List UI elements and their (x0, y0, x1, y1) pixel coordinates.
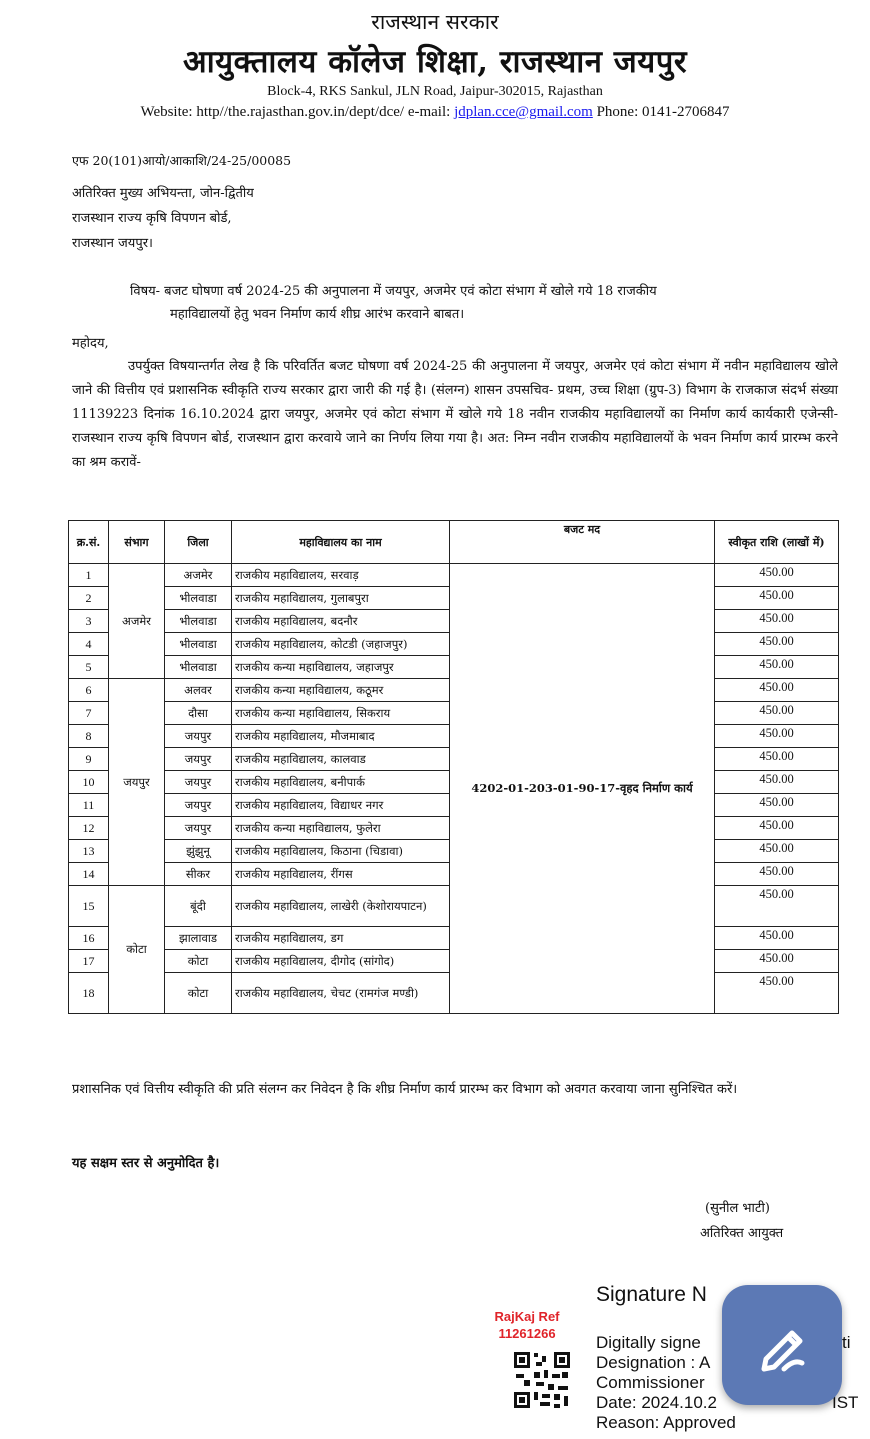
cell-district: सीकर (165, 863, 232, 886)
cell-sn: 18 (69, 973, 109, 1014)
cell-college: राजकीय कन्या महाविद्यालय, कठूमर (232, 679, 450, 702)
approval-note: यह सक्षम स्तर से अनुमोदित है। (72, 1156, 220, 1171)
signature-signed-by: Digitally signe (596, 1333, 701, 1352)
cell-sn: 14 (69, 863, 109, 886)
cell-amount: 450.00 (715, 656, 839, 679)
header-budget-head: बजट मद (450, 521, 715, 564)
cell-college: राजकीय महाविद्यालय, दीगोद (सांगोद) (232, 950, 450, 973)
cell-college: राजकीय महाविद्यालय, कालवाड (232, 748, 450, 771)
cell-amount: 450.00 (715, 886, 839, 927)
cell-amount: 450.00 (715, 702, 839, 725)
cell-sn: 4 (69, 633, 109, 656)
cell-district: जयपुर (165, 748, 232, 771)
cell-sn: 6 (69, 679, 109, 702)
cell-college: राजकीय महाविद्यालय, मौजमाबाद (232, 725, 450, 748)
cell-sn: 3 (69, 610, 109, 633)
office-title: आयुक्तालय कॉलेज शिक्षा, राजस्थान जयपुर (182, 44, 688, 80)
signature-designation-2: Commissioner (596, 1373, 705, 1392)
cell-district: दौसा (165, 702, 232, 725)
rajkaj-ref-label: RajKaj Ref (494, 1309, 560, 1324)
cell-college: राजकीय महाविद्यालय, सरवाड़ (232, 564, 450, 587)
cell-district: भीलवाडा (165, 587, 232, 610)
header-district: जिला (165, 521, 232, 564)
cell-district: जयपुर (165, 794, 232, 817)
phone-text: Phone: 0141-2706847 (592, 104, 730, 120)
cell-amount: 450.00 (715, 840, 839, 863)
cell-district: जयपुर (165, 725, 232, 748)
cell-amount: 450.00 (715, 610, 839, 633)
cell-district: बूंदी (165, 886, 232, 927)
cell-district: भीलवाडा (165, 610, 232, 633)
header-sn: क्र.सं. (69, 521, 109, 564)
cell-amount: 450.00 (715, 771, 839, 794)
office-address: Block-4, RKS Sankul, JLN Road, Jaipur-302015, Rajasthan (267, 84, 603, 99)
subject-line-2: महाविद्यालयों हेतु भवन निर्माण कार्य शीघ्र आरंभ करवाने बाबत। (170, 307, 465, 322)
signature-signed-by-tail: ti (842, 1333, 851, 1352)
cell-sn: 7 (69, 702, 109, 725)
cell-amount: 450.00 (715, 748, 839, 771)
cell-college: राजकीय महाविद्यालय, चेचट (रामगंज मण्डी) (232, 973, 450, 1014)
cell-amount: 450.00 (715, 587, 839, 610)
salutation: महोदय, (72, 336, 109, 351)
cell-sn: 2 (69, 587, 109, 610)
body-paragraph-1: उपर्युक्त विषयान्तर्गत लेख है कि परिवर्तित बजट घोषणा वर्ष 2024-25 की अनुपालना में जयपुर, अजमेर एवं कोटा संभाग में नवीन महाविद्यालय खोले जाने की वित्तीय एवं प्रशासनिक स्वीकृति राज्य सरकार द्वारा जारी की गई है। (संलग्न) शासन उपसचिव- प्रथम, उच्च शिक्षा (ग्रुप-3) विभाग के राजकाज संदर्भ संख्या 11139223 दिनांक 16.10.2024 द्वारा जयपुर, अजमेर एवं कोटा संभाग में खोले गये 18 नवीन राजकीय महाविद्यालयों का निर्माण कार्य कार्यकारी एजेन्सी- राजस्थान राज्य कृषि विपणन बोर्ड, राजस्थान द्वारा करवाये जाने का निर्णय लिया गया है। अत: निम्न नवीन राजकीय महाविद्यालयों के भवन निर्माण कार्य प्रारम्भ करने का श्रम करावें- (72, 359, 838, 470)
cell-amount: 450.00 (715, 633, 839, 656)
addressee-line-1: अतिरिक्त मुख्य अभियन्ता, जोन-द्वितीय (72, 186, 254, 201)
cell-college: राजकीय महाविद्यालय, बदनौर (232, 610, 450, 633)
division-ajmer: अजमेर (109, 564, 165, 679)
cell-district: भीलवाडा (165, 633, 232, 656)
cell-sn: 1 (69, 564, 109, 587)
cell-sn: 12 (69, 817, 109, 840)
cell-district: जयपुर (165, 771, 232, 794)
edit-pencil-icon (722, 1285, 842, 1405)
cell-college: राजकीय महाविद्यालय, रींगस (232, 863, 450, 886)
govt-name: राजस्थान सरकार (371, 10, 499, 34)
cell-sn: 10 (69, 771, 109, 794)
cell-college: राजकीय महाविद्यालय, लाखेरी (केशोरायपाटन) (232, 886, 450, 927)
subject-line-1: विषय- बजट घोषणा वर्ष 2024-25 की अनुपालना में जयपुर, अजमेर एवं कोटा संभाग में खोले गये 18 राजकीय (130, 284, 657, 299)
header-amount: स्वीकृत राशि (लाखों में) (715, 521, 839, 564)
cell-sn: 16 (69, 927, 109, 950)
cell-district: अजमेर (165, 564, 232, 587)
signature-title: Signature N (596, 1283, 707, 1306)
addressee-line-2: राजस्थान राज्य कृषि विपणन बोर्ड, (72, 211, 232, 226)
cell-amount: 450.00 (715, 973, 839, 1014)
cell-district: कोटा (165, 950, 232, 973)
cell-sn: 15 (69, 886, 109, 927)
cell-college: राजकीय कन्या महाविद्यालय, सिकराय (232, 702, 450, 725)
cell-district: कोटा (165, 973, 232, 1014)
rajkaj-ref-number: 11261266 (498, 1326, 556, 1341)
signature-date-tail: IST (832, 1393, 859, 1412)
cell-district: अलवर (165, 679, 232, 702)
cell-college: राजकीय महाविद्यालय, विद्याधर नगर (232, 794, 450, 817)
cell-college: राजकीय महाविद्यालय, डग (232, 927, 450, 950)
header-division: संभाग (109, 521, 165, 564)
signature-reason: Reason: Approved (596, 1413, 736, 1432)
cell-district: भीलवाडा (165, 656, 232, 679)
cell-college: राजकीय महाविद्यालय, कोटडी (जहाजपुर) (232, 633, 450, 656)
colleges-table (68, 520, 839, 1014)
cell-college: राजकीय महाविद्यालय, बनीपार्क (232, 771, 450, 794)
cell-district: झुंझुनू (165, 840, 232, 863)
contact-line (0, 104, 870, 121)
qr-code-icon (512, 1350, 572, 1410)
cell-sn: 17 (69, 950, 109, 973)
budget-head-cell: 4202-01-203-01-90-17-वृहद निर्माण कार्य (450, 564, 715, 1014)
cell-college: राजकीय कन्या महाविद्यालय, फुलेरा (232, 817, 450, 840)
cell-amount: 450.00 (715, 817, 839, 840)
cell-amount: 450.00 (715, 863, 839, 886)
division-kota: कोटा (109, 886, 165, 1014)
addressee-line-3: राजस्थान जयपुर। (72, 236, 153, 251)
division-jaipur: जयपुर (109, 679, 165, 886)
signer-name: (सुनील भाटी) (705, 1201, 770, 1216)
cell-amount: 450.00 (715, 927, 839, 950)
signature-designation: Designation : A (596, 1353, 711, 1372)
cell-amount: 450.00 (715, 679, 839, 702)
website-text: Website: http//the.rajasthan.gov.in/dept/dce/ e-mail: (140, 104, 455, 120)
cell-sn: 9 (69, 748, 109, 771)
cell-amount: 450.00 (715, 794, 839, 817)
email-link[interactable]: jdplan.cce@gmail.com (454, 104, 593, 120)
cell-sn: 13 (69, 840, 109, 863)
cell-sn: 8 (69, 725, 109, 748)
cell-college: राजकीय महाविद्यालय, किठाना (चिडावा) (232, 840, 450, 863)
signer-title: अतिरिक्त आयुक्त (700, 1226, 784, 1241)
cell-sn: 5 (69, 656, 109, 679)
header-college: महाविद्यालय का नाम (232, 521, 450, 564)
reference-number: एफ 20(101)आयो/आकाशि/24-25/00085 (72, 153, 292, 168)
cell-sn: 11 (69, 794, 109, 817)
body-paragraph-2: प्रशासनिक एवं वित्तीय स्वीकृति की प्रति संलग्न कर निवेदन है कि शीघ्र निर्माण कार्य प्रारम्भ कर विभाग को अवगत करवाया जाना सुनिश्चित करें। (72, 1082, 738, 1097)
cell-amount: 450.00 (715, 725, 839, 748)
cell-district: जयपुर (165, 817, 232, 840)
signature-date: Date: 2024.10.2 (596, 1393, 717, 1412)
edit-floating-button[interactable] (722, 1285, 842, 1405)
cell-amount: 450.00 (715, 564, 839, 587)
cell-college: राजकीय महाविद्यालय, गुलाबपुरा (232, 587, 450, 610)
cell-district: झालावाड (165, 927, 232, 950)
cell-amount: 450.00 (715, 950, 839, 973)
cell-college: राजकीय कन्या महाविद्यालय, जहाजपुर (232, 656, 450, 679)
